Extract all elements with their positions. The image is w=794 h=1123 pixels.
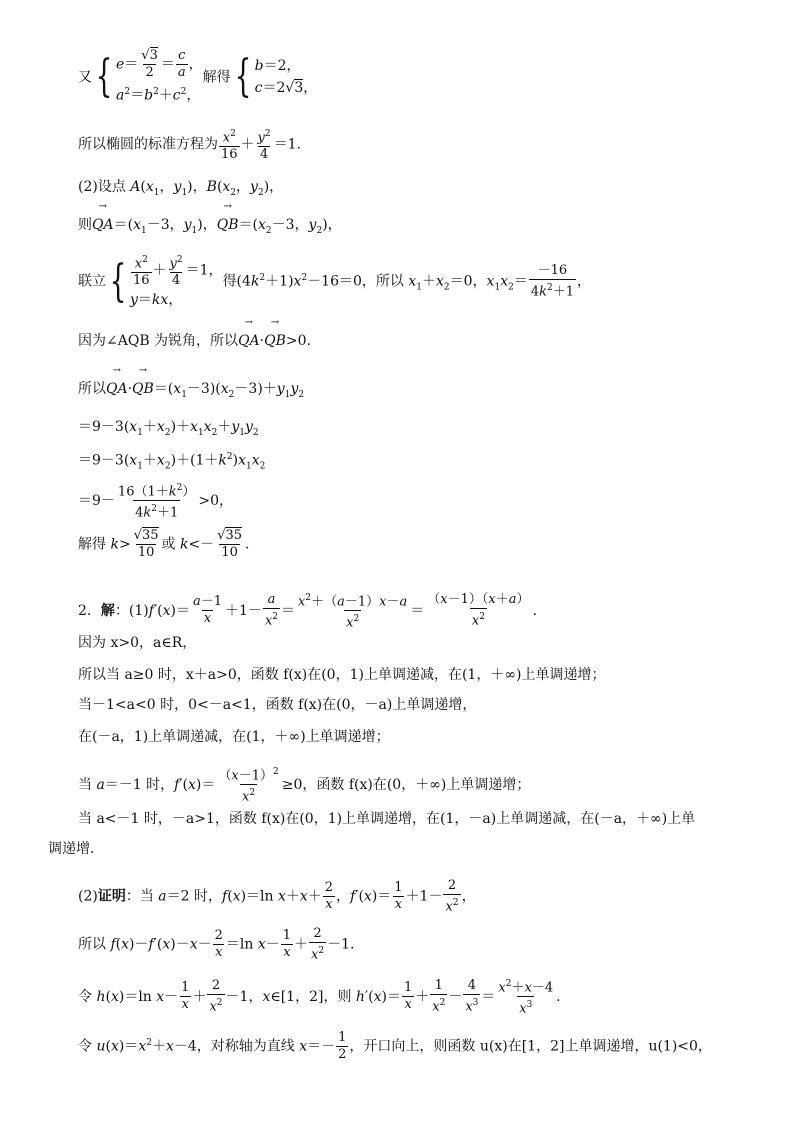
text-ze: 则	[78, 217, 92, 233]
line-9: $=9-3(x_1+x_2)+(1+k^2)x_1x_2$	[78, 452, 266, 472]
line-10: ＝9－ $\frac{16(1+k^2)}{4k^2+1}$ >0，	[78, 483, 234, 521]
line-14: 所以当 a≥0 时，x＋a>0，函数 f(x)在(0，1)上单调递减，在(1，＋∞)上单调递增；	[78, 667, 606, 683]
text-l17-post: ≥0，函数 f(x)在(0，＋∞)上单调递增；	[281, 776, 531, 793]
line-6: 因为∠AQB 为锐角，所以→ QA·→ QB>0.	[78, 330, 311, 352]
text-acute: 因为∠AQB 为锐角，所以	[78, 333, 239, 349]
line-5: 联立 { $\frac{x^2}{16}$ ＋ $\frac{y^2}{4}$ ＝1， y＝kx， 得$(4k^2+1)x^2-16=0$，所以 $x_1+x_2=0$，$x_1x_2=$ $\frac{-16}{4k^2+1}$ ，	[78, 252, 591, 311]
text-suoyi: 所以	[78, 381, 106, 397]
text-l23-post: ，开口向上，则函数 u(x)在[1，2]上单调递增，u(1)<0，	[349, 1038, 712, 1055]
line-16: 在(－a，1)上单调递减，在(1，＋∞)上单调递增；	[78, 729, 390, 745]
text-solve: 解得	[202, 69, 231, 86]
line-19: 调递增．	[48, 841, 104, 857]
line-7: 所以→ $QA\cdot\to QB=(x_1-3)(x_2-3)+y_1y_2$	[78, 378, 304, 406]
line-11: 解得 k> $\frac{√35}{10}$ 或 k<－ $\frac{√35}{10}$ .	[78, 528, 250, 560]
line-22: 令 h(x)＝ln x－ $\frac{1}{x}$ ＋ $\frac{2}{x^2}$ －1，x∈[1，2]，则 h′(x)＝ $\frac{1}{x}$ ＋ $\frac{1}{x^2}$ － $\frac{4}{x^3}$ ＝ $\frac{x^2+x-4}{x^3}$ .	[78, 978, 561, 1017]
equation-system-3: { $\frac{x^2}{16}$ ＋ $\frac{y^2}{4}$ ＝1， y＝kx，	[109, 255, 223, 309]
line-8: $=9-3(x_1+x_2)+x_1x_2+y_1y_2$	[78, 419, 259, 438]
line-17: 当 a＝－1 时，f′(x)＝ $\frac{(x-1)^2}{x^2}$ ≥0，函数 f(x)在(0，＋∞)上单调递增；	[78, 767, 531, 805]
text-ellipse-eq: 所以椭圆的标准方程为	[78, 136, 218, 153]
line-13: 因为 x>0，a∈R，	[78, 635, 197, 651]
line-12: 2．解：(1)f′(x)＝ $\frac{a-1}{x}$ ＋1－ $\frac{a}{x^2}$ ＝ $\frac{x^2+(a-1)x-a}{x^2}$ ＝ $\frac{(x-1)(x+a)}{x^2}$ .	[78, 592, 538, 631]
line-23: 令 $u(x)=x^2+x-4$，对称轴为直线 x＝－ $\frac{1}{2}$ ，开口向上，则函数 u(x)在[1，2]上单调递增，u(1)<0，	[78, 1030, 712, 1062]
equation-system-2: { b＝2， c＝2√3，	[234, 51, 318, 103]
line-3: (2)设点 $A(x_1$，$y_1$)，$B(x_2$，$y_2$)，	[78, 179, 284, 198]
equation-system-1: { e＝ $\frac{√3}{2}$ ＝ $\frac{c}{a}$ ， $a^2=b^2+c^2$，	[95, 48, 203, 104]
line-2: 所以椭圆的标准方程为 $\frac{x^2}{16}$ ＋ $\frac{y^2}{4}$ ＝1.	[78, 129, 301, 163]
line-15: 当－1<a<0 时，0<－a<1，函数 f(x)在(0，－a)上单调递增，	[78, 697, 477, 713]
text-you: 又	[78, 69, 92, 86]
line-1	[78, 48, 317, 107]
line-4: 则→ $QA=(x_1-3$，$y_1$)，→ $QB=(x_2-3$，$y_2$)，	[78, 214, 342, 242]
line-20: (2)证明：当 a＝2 时，f(x)＝ln x＋x＋ $\frac{2}{x}$ ，f′(x)＝ $\frac{1}{x}$ ＋1－ $\frac{2}{x^2}$ ，	[78, 878, 476, 915]
text-lianli: 联立	[78, 273, 106, 290]
line-18: 当 a<－1 时，－a>1，函数 f(x)在(0，1)上单调递增，在(1，－a)上单调递减，在(－a，＋∞)上单	[78, 811, 696, 827]
line-21: 所以 f(x)－f′(x)－x－ $\frac{2}{x}$ ＝ln x－ $\frac{1}{x}$ ＋ $\frac{2}{x^2}$ －1.	[78, 926, 355, 963]
